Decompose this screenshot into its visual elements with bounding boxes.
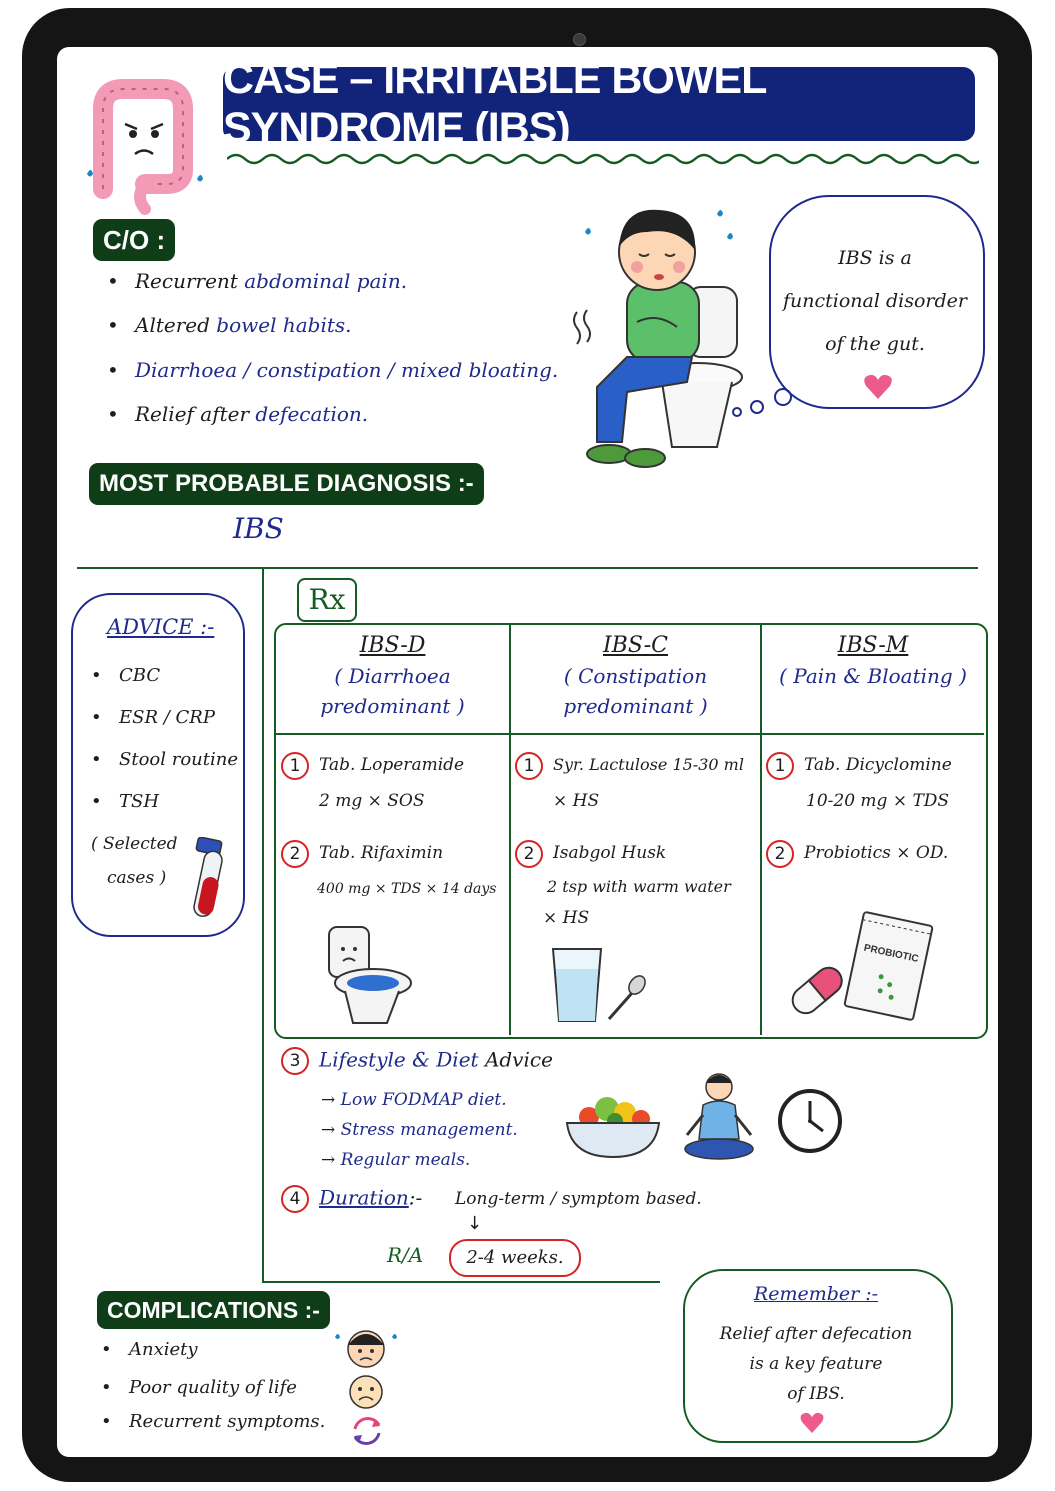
page-title: CASE – IRRITABLE BOWEL SYNDROME (IBS)	[223, 67, 975, 141]
drug-line: × HS	[543, 908, 590, 928]
section-divider	[77, 567, 978, 569]
drug-line: 1 Syr. Lactulose 15-30 ml	[515, 747, 761, 783]
drug-line: 1 Tab. Dicyclomine	[766, 747, 984, 783]
lifestyle-item: → Low FODMAP diet.	[321, 1090, 507, 1110]
ra-value: 2-4 weeks.	[449, 1239, 581, 1277]
anxious-face-icon	[329, 1325, 403, 1373]
complications-list	[101, 1339, 325, 1445]
ibs-d-drugs	[281, 747, 509, 907]
lifestyle-suffix: Advice	[484, 1047, 553, 1072]
drug-line: 2 Tab. Rifaximin	[281, 835, 509, 871]
wavy-underline	[227, 151, 979, 167]
drug-line: 10-20 mg × TDS	[806, 791, 950, 811]
column-subtitle: ( Pain & Bloating )	[779, 664, 967, 688]
advice-note-line: ( Selected	[91, 834, 178, 854]
remember-line: Relief after defecation	[719, 1324, 913, 1344]
co-label: C/O :	[93, 219, 175, 261]
column-title: IBS-D	[359, 633, 426, 658]
advice-item: • TSH	[91, 791, 238, 833]
drug-line: × HS	[553, 791, 600, 811]
co-item: • Diarrhoea / constipation / mixed bloating.	[107, 358, 558, 402]
complication-item: • Poor quality of life	[101, 1377, 325, 1411]
toilet-icon	[325, 923, 415, 1027]
advice-item: • ESR / CRP	[91, 707, 238, 749]
complication-item: • Recurrent symptoms.	[101, 1411, 325, 1445]
col-header-ibs-d	[276, 631, 509, 721]
column-title: IBS-M	[837, 633, 909, 658]
advice-title: ADVICE :-	[107, 615, 215, 639]
advice-list	[91, 665, 238, 833]
advice-note-line: cases )	[107, 868, 167, 888]
column-subtitle: predominant )	[563, 694, 708, 718]
patient-on-toilet-illustration	[567, 192, 767, 482]
advice-item: • CBC	[91, 665, 238, 707]
thought-line: functional disorder	[783, 290, 967, 312]
thought-bubbles	[729, 381, 799, 421]
lifestyle-heading	[281, 1047, 553, 1075]
lifestyle-item: → Regular meals.	[321, 1150, 471, 1170]
ibs-m-drugs	[766, 747, 984, 871]
drug-line: 400 mg × TDS × 14 days	[317, 881, 497, 897]
remember-line: of IBS.	[787, 1384, 845, 1404]
col-header-ibs-c	[511, 631, 760, 721]
step-number: 3	[281, 1047, 309, 1075]
meditation-icon	[683, 1069, 755, 1165]
column-subtitle: predominant )	[320, 694, 465, 718]
diagnosis-label: MOST PROBABLE DIAGNOSIS :-	[89, 463, 484, 505]
column-title: IBS-C	[602, 633, 668, 658]
recurrence-arrows-icon	[347, 1411, 387, 1451]
remember-line: is a key feature	[749, 1354, 883, 1374]
rx-table-header-line	[276, 733, 984, 735]
col-header-ibs-m	[762, 631, 984, 691]
co-item: • Recurrent abdominal pain.	[107, 269, 558, 313]
duration-separator: :-	[408, 1185, 423, 1210]
drug-line: 2 mg × SOS	[319, 791, 425, 811]
remember-text	[683, 1319, 949, 1409]
drug-line: 2 tsp with warm water	[547, 877, 731, 896]
heart-icon	[799, 1411, 825, 1435]
co-item: • Altered bowel habits.	[107, 313, 558, 358]
drug-line: 1 Tab. Loperamide	[281, 747, 509, 783]
glass-and-spoon-icon	[549, 945, 659, 1025]
rx-label: Rx	[297, 578, 357, 622]
colon-icon	[75, 69, 205, 219]
duration-heading	[281, 1185, 422, 1213]
lifestyle-list	[321, 1085, 518, 1175]
camera-dot	[573, 33, 586, 46]
diagnosis-value: IBS	[233, 512, 284, 545]
drug-line: 2 Isabgol Husk	[515, 835, 761, 871]
complications-label: COMPLICATIONS :-	[97, 1291, 330, 1329]
heart-icon	[863, 373, 893, 401]
step-number: 4	[281, 1185, 309, 1213]
lifestyle-title: Lifestyle & Diet	[319, 1047, 479, 1072]
duration-value: Long-term / symptom based.	[455, 1189, 702, 1209]
remember-title: Remember :-	[753, 1283, 879, 1305]
clock-icon	[775, 1079, 845, 1159]
note-page	[57, 47, 998, 1457]
co-item: • Relief after defecation.	[107, 402, 558, 446]
rx-bottom-line	[262, 1281, 660, 1283]
probiotic-packet-label: PROBIOTIC	[862, 942, 920, 965]
advice-item: • Stool routine	[91, 749, 238, 791]
ra-label: R/A	[387, 1243, 424, 1267]
complication-item: • Anxiety	[101, 1339, 325, 1377]
column-subtitle: ( Diarrhoea	[334, 664, 451, 688]
thought-line: of the gut.	[825, 333, 925, 355]
thought-text	[769, 237, 981, 366]
salad-bowl-icon	[563, 1087, 663, 1159]
lifestyle-item: → Stress management.	[321, 1120, 518, 1140]
ibs-c-drugs	[515, 747, 761, 933]
capsule-and-probiotic-packet-icon	[785, 911, 935, 1025]
sad-face-icon	[347, 1373, 385, 1411]
blood-tube-icon	[187, 837, 233, 923]
co-list	[107, 269, 558, 446]
duration-arrow: ↓	[467, 1213, 483, 1234]
thought-line: IBS is a	[838, 247, 912, 269]
column-subtitle: ( Constipation	[563, 664, 708, 688]
drug-line: 2 Probiotics × OD.	[766, 835, 984, 871]
column-divider	[262, 567, 264, 1283]
duration-title: Duration	[319, 1185, 409, 1210]
advice-note	[91, 827, 178, 895]
